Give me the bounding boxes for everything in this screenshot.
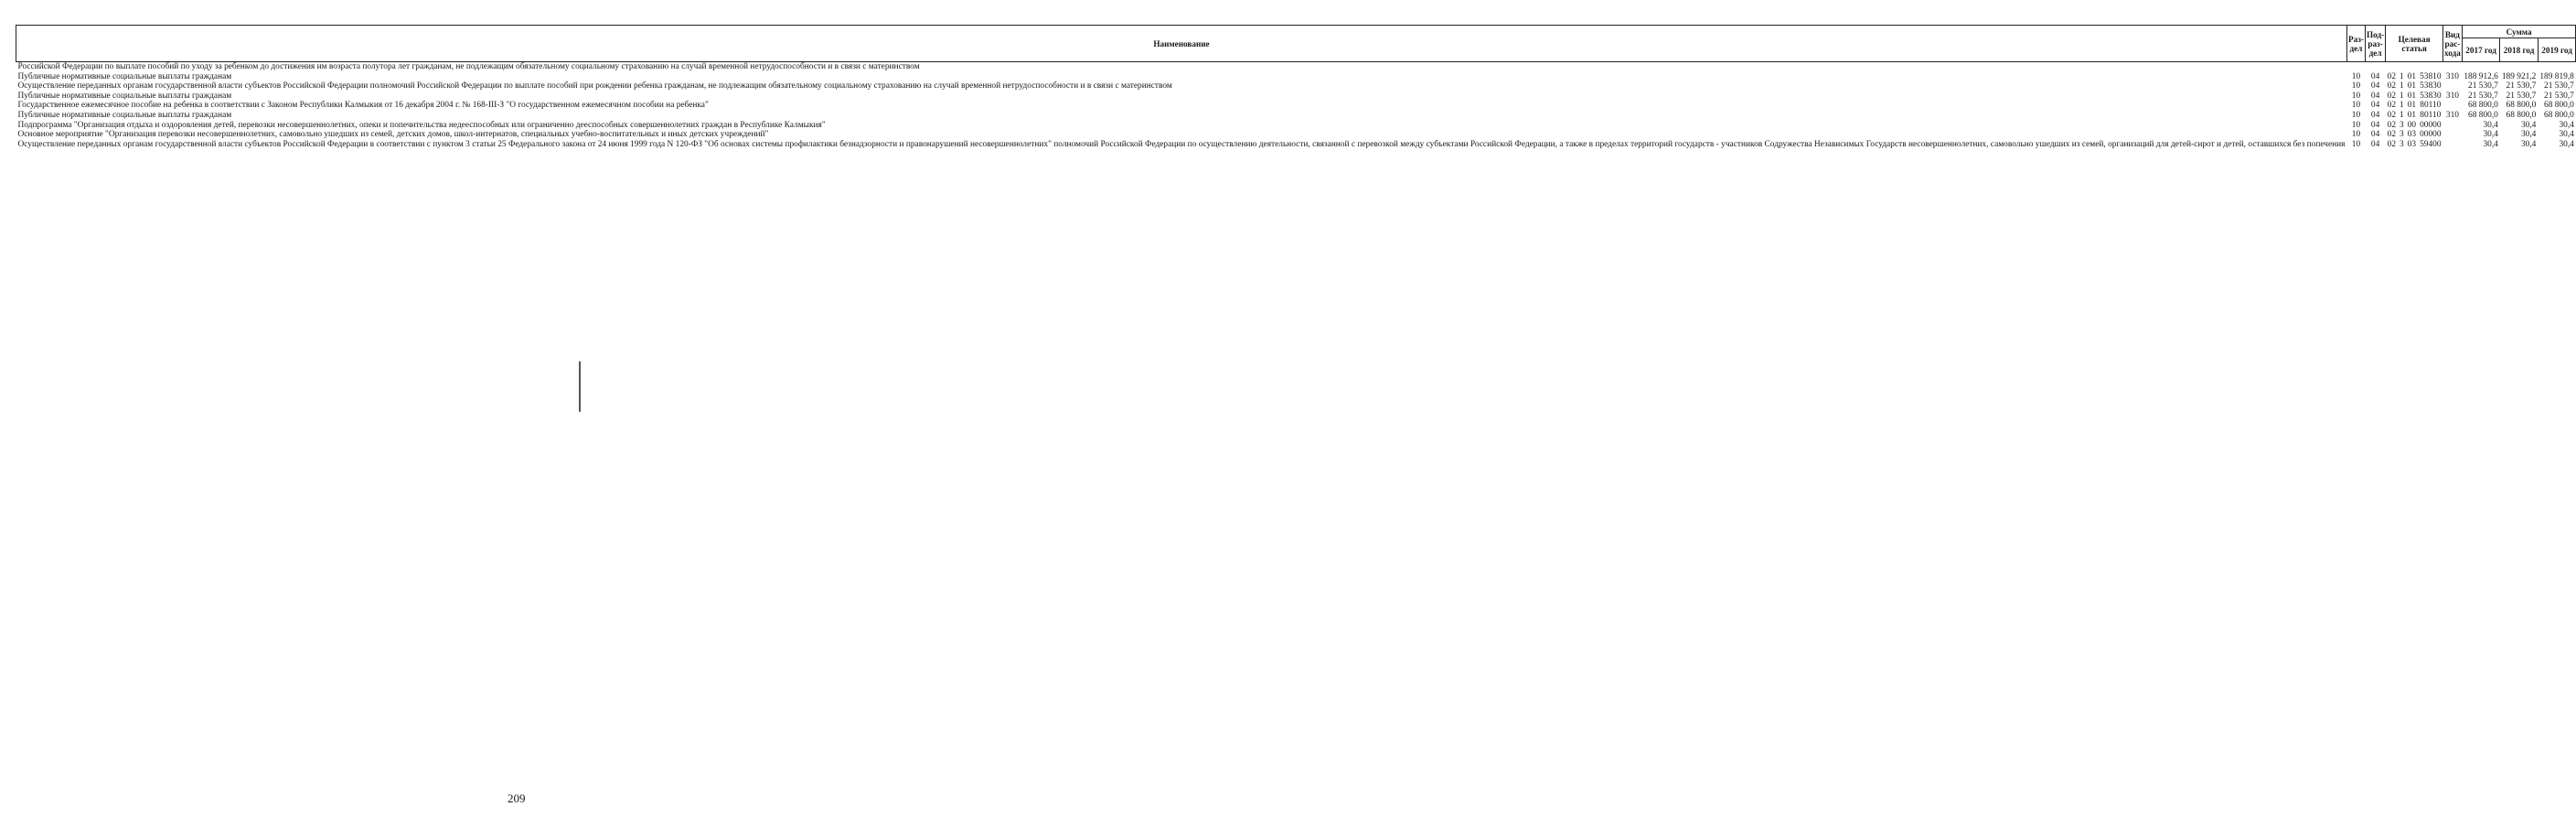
cell-sum-2019 xyxy=(2538,62,2576,72)
cell-podrazdel: 04 xyxy=(2370,130,2380,140)
cell-razdel: 10 xyxy=(2351,110,2361,120)
cell-target-direction: 80110 xyxy=(2420,110,2442,120)
cell-target-subprogram: 3 xyxy=(2400,130,2404,140)
cell-sum-2018 xyxy=(2500,62,2539,72)
cell-expense-type xyxy=(2443,62,2463,72)
cell-target-event: 00 xyxy=(2407,120,2417,130)
table-row xyxy=(16,101,2576,111)
cell-target-program: 02 xyxy=(2387,91,2397,101)
table-row xyxy=(16,62,2576,72)
header-year-2017: 2017 год xyxy=(2462,38,2500,62)
cell-sum-2017: 68 800,0 xyxy=(2468,110,2498,120)
cell-sum-2019: 30,4 xyxy=(2559,120,2574,130)
cell-sum-2018: 21 530,7 xyxy=(2506,91,2537,101)
budget-table xyxy=(16,25,2576,149)
cell-target-program: 02 xyxy=(2387,120,2397,130)
cell-target-subprogram: 1 xyxy=(2400,110,2404,120)
cell-name: Государственное ежемесячное пособие на ребенка в соответствии с Законом Республики Калмыкия от 16 декабря 2004 г. № 168-III-З "О государственном ежемесячном пособии на ребенка" xyxy=(17,101,709,111)
cell-target-event: 01 xyxy=(2407,110,2417,120)
page-number: 209 xyxy=(508,791,526,805)
cell-expense-type xyxy=(2443,121,2463,131)
cell-name: Подпрограмма "Организация отдыха и оздоровления детей, перевозки несовершеннолетних, опеки и попечительства недееспособных или ограниченно дееспособных совершеннолетних граждан в Республике Калмыкия" xyxy=(17,120,826,130)
cell-expense-type: 310 xyxy=(2445,91,2459,101)
cell-sum-2019: 30,4 xyxy=(2559,139,2574,149)
cell-target-program: 02 xyxy=(2387,110,2397,120)
cell-target-program: 02 xyxy=(2387,71,2397,81)
cell-target-event: 01 xyxy=(2407,101,2417,111)
cell-name: Осуществление переданных органам государственной власти субъектов Российской Федерации в соответствии с пунктом 3 статьи 25 Федерального закона от 24 июня 1999 года N 120-ФЗ "Об основах системы профилактики безнадзорности и правонарушений несовершеннолетних" полномочий Российской Федерации по осуществлению деятельности, связанной с перевозкой между субъектами Российской Федерации, а также в пределах территорий государств - участников Содружества Независимых Государств несовершеннолетних, самовольно ушедших из семей, организаций для детей-сирот и детей, оставшихся без попечения xyxy=(17,139,2346,149)
header-expense-type: Вид рас- хода xyxy=(2443,26,2463,62)
cell-name: Публичные нормативные социальные выплаты гражданам xyxy=(17,110,232,120)
cell-razdel: 10 xyxy=(2351,91,2361,101)
cell-sum-2017: 30,4 xyxy=(2483,120,2498,130)
cell-sum-2017 xyxy=(2462,62,2500,72)
table-row xyxy=(16,81,2576,91)
cell-target-direction: 53830 xyxy=(2420,81,2442,91)
cell-name: Публичные нормативные социальные выплаты гражданам xyxy=(17,91,232,101)
cell-target-direction: 53810 xyxy=(2420,71,2442,81)
cell-podrazdel: 04 xyxy=(2370,101,2380,111)
cell-sum-2017: 30,4 xyxy=(2483,139,2498,149)
cell-target-subprogram: 1 xyxy=(2400,71,2404,81)
cell-target-direction: 53830 xyxy=(2420,91,2442,101)
cell-podrazdel xyxy=(2365,62,2385,72)
cell-sum-2018: 21 530,7 xyxy=(2506,81,2537,91)
table-row xyxy=(16,91,2576,102)
table-row xyxy=(16,72,2576,82)
header-sum: Сумма xyxy=(2462,26,2576,38)
cell-sum-2019: 21 530,7 xyxy=(2544,91,2574,101)
cell-sum-2019: 68 800,0 xyxy=(2544,101,2574,111)
cell-name: Основное мероприятие "Организация перевозки несовершеннолетних, самовольно ушедших из семей, детских домов, школ-интернатов, специальных учебно-воспитательных и иных детских учреждений" xyxy=(17,130,769,140)
cell-target-program xyxy=(2386,62,2398,72)
cell-target-event xyxy=(2406,62,2418,72)
cell-expense-type: 310 xyxy=(2445,71,2459,81)
cell-razdel: 10 xyxy=(2351,81,2361,91)
cell-target-event: 03 xyxy=(2407,139,2417,149)
cell-target-subprogram: 1 xyxy=(2400,91,2404,101)
table-row xyxy=(16,121,2576,131)
cell-sum-2018: 30,4 xyxy=(2520,120,2537,130)
cell-podrazdel: 04 xyxy=(2370,120,2380,130)
cell-razdel: 10 xyxy=(2351,130,2361,140)
header-year-2018: 2018 год xyxy=(2500,38,2539,62)
cell-expense-type xyxy=(2443,130,2463,140)
cell-razdel: 10 xyxy=(2351,120,2361,130)
cell-target-program: 02 xyxy=(2387,101,2397,111)
cell-target-direction: 59400 xyxy=(2420,139,2442,149)
cell-target-subprogram: 3 xyxy=(2400,139,2404,149)
cell-name: Российской Федерации по выплате пособий по уходу за ребенком до достижения им возраста полутора лет гражданам, не подлежащим обязательному социальному страхованию на случай временной нетрудоспособности и в связи с материнством xyxy=(17,62,920,71)
header-target-article: Целевая статья xyxy=(2386,26,2443,62)
cell-sum-2018: 68 800,0 xyxy=(2506,110,2537,120)
cell-target-program: 02 xyxy=(2387,139,2397,149)
cell-sum-2019: 21 530,7 xyxy=(2544,81,2574,91)
cell-name: Публичные нормативные социальные выплаты гражданам xyxy=(17,71,232,81)
cell-target-direction: 00000 xyxy=(2420,120,2442,130)
cell-razdel: 10 xyxy=(2351,139,2361,149)
cell-target-subprogram: 1 xyxy=(2400,101,2404,111)
header-razdel: Раз- дел xyxy=(2347,26,2366,62)
cell-sum-2017: 30,4 xyxy=(2483,130,2498,140)
cell-target-direction: 80110 xyxy=(2420,101,2442,111)
header-podrazdel: Под- раз- дел xyxy=(2365,26,2385,62)
cell-sum-2017: 21 530,7 xyxy=(2468,91,2498,101)
table-body xyxy=(16,62,2576,150)
cell-expense-type: 310 xyxy=(2445,110,2459,120)
cell-name: Осуществление переданных органам государственной власти субъектов Российской Федерации полномочий Российской Федерации по выплате пособий при рождении ребенка гражданам, не подлежащим обязательному социальному страхованию на случай временной нетрудоспособности и в связи с материнством xyxy=(17,81,1172,91)
cell-target-direction xyxy=(2418,62,2442,72)
cell-sum-2018: 30,4 xyxy=(2520,139,2537,149)
cell-target-event: 01 xyxy=(2407,91,2417,101)
cell-expense-type xyxy=(2443,101,2463,111)
cell-target-event: 01 xyxy=(2407,81,2417,91)
cell-target-program: 02 xyxy=(2387,81,2397,91)
cell-target-event: 03 xyxy=(2407,130,2417,140)
table-row xyxy=(16,140,2576,150)
header-name: Наименование xyxy=(16,26,2347,62)
cell-expense-type xyxy=(2443,140,2463,150)
cell-target-subprogram xyxy=(2398,62,2406,72)
cell-razdel xyxy=(2347,62,2366,72)
cell-razdel: 10 xyxy=(2351,71,2361,81)
cell-sum-2018: 68 800,0 xyxy=(2506,101,2537,111)
table-row xyxy=(16,130,2576,140)
cell-target-subprogram: 3 xyxy=(2400,120,2404,130)
cell-sum-2017: 21 530,7 xyxy=(2468,81,2498,91)
table-row xyxy=(16,111,2576,121)
cell-target-subprogram: 1 xyxy=(2400,81,2404,91)
cell-podrazdel: 04 xyxy=(2370,81,2380,91)
table-header xyxy=(16,26,2576,62)
cell-podrazdel: 04 xyxy=(2370,91,2380,101)
cell-razdel: 10 xyxy=(2351,101,2361,111)
scan-edge-mark xyxy=(579,361,581,412)
cell-expense-type xyxy=(2443,81,2463,91)
cell-podrazdel: 04 xyxy=(2370,71,2380,81)
cell-podrazdel: 04 xyxy=(2370,139,2380,149)
cell-target-direction: 00000 xyxy=(2420,130,2442,140)
cell-sum-2019: 30,4 xyxy=(2559,130,2574,140)
cell-sum-2018: 30,4 xyxy=(2520,130,2537,140)
cell-sum-2017: 188 912,6 xyxy=(2464,71,2498,81)
cell-sum-2019: 68 800,0 xyxy=(2544,110,2574,120)
cell-target-program: 02 xyxy=(2387,130,2397,140)
cell-sum-2018: 189 921,2 xyxy=(2501,71,2537,81)
cell-podrazdel: 04 xyxy=(2370,110,2380,120)
header-year-2019: 2019 год xyxy=(2538,38,2576,62)
cell-target-event: 01 xyxy=(2407,71,2417,81)
cell-sum-2019: 189 819,8 xyxy=(2539,71,2574,81)
cell-sum-2017: 68 800,0 xyxy=(2468,101,2498,111)
